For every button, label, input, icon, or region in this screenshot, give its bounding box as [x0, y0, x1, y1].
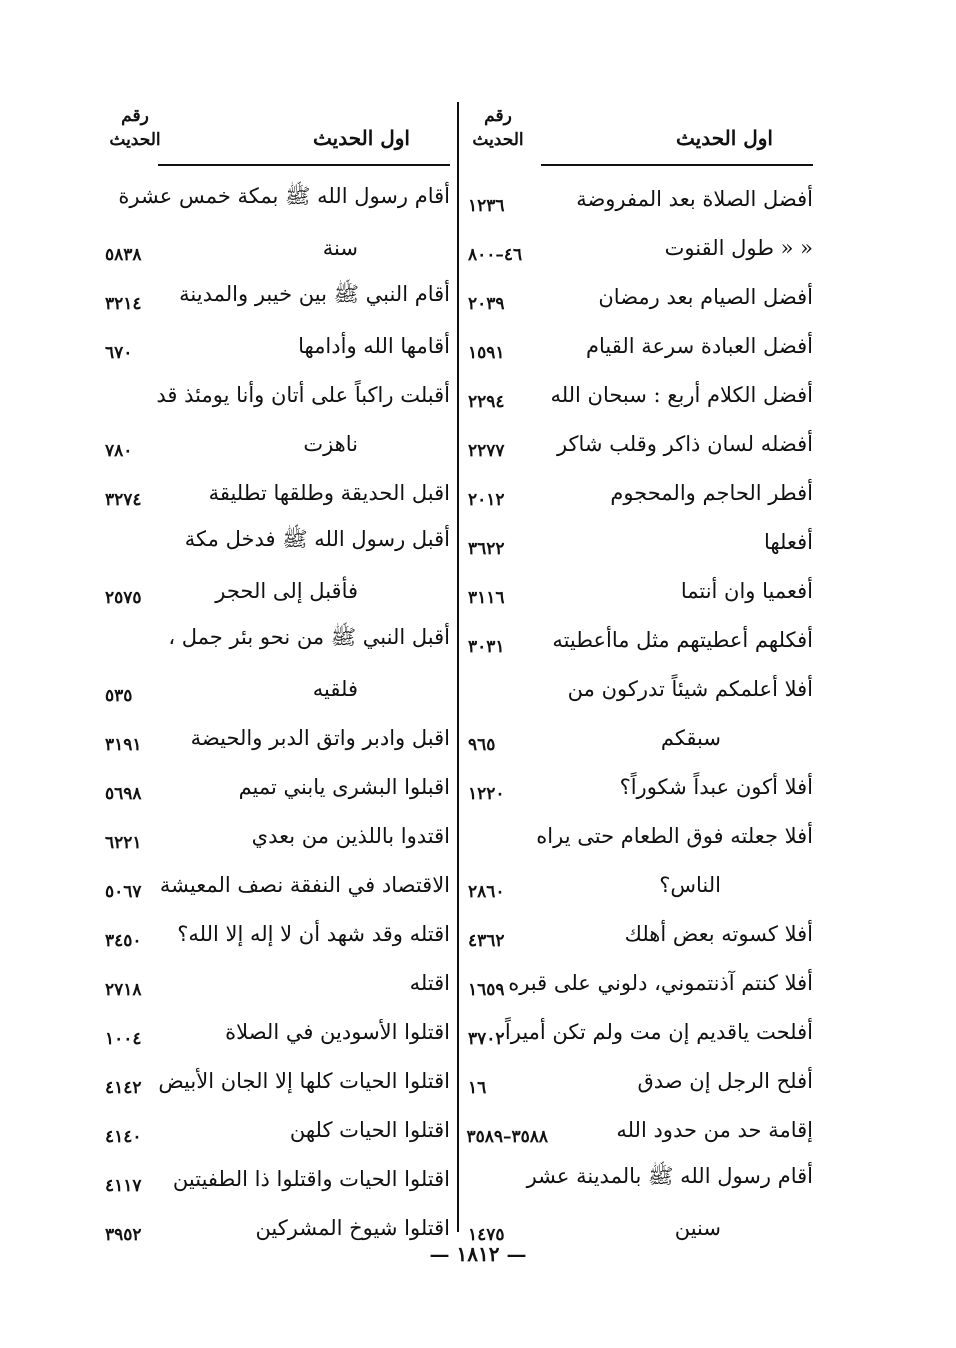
hadith-number: ٢٢٩٤	[468, 391, 505, 412]
hadith-opening-text: أفضل العبادة سرعة القيام	[585, 333, 813, 358]
hadith-entry	[468, 321, 813, 370]
hadith-entry	[105, 615, 450, 664]
hadith-entry	[468, 370, 813, 419]
hadith-opening-text: أفلا جعلته فوق الطعام حتى يراه	[536, 823, 813, 848]
hadith-number: ٤١٤٠	[105, 1126, 142, 1147]
hadith-entry	[105, 664, 450, 713]
hadith-entry	[468, 272, 813, 321]
hadith-number: ٣٢١٤	[105, 293, 142, 314]
hadith-number: ٣٩٥٢	[105, 1224, 142, 1245]
hadith-entry	[468, 1007, 813, 1056]
hadith-opening-text: فأقبل إلى الحجر	[215, 578, 358, 603]
hadith-entry	[105, 1105, 450, 1154]
hadith-opening-text: ناهزت	[303, 431, 358, 456]
header-number-label: رقم الحديث	[109, 106, 161, 150]
hadith-entry	[105, 370, 450, 419]
hadith-number	[468, 1172, 527, 1186]
hadith-entry	[468, 909, 813, 958]
hadith-number: ٥٣٥	[105, 685, 133, 706]
hadith-number	[468, 829, 536, 843]
hadith-number: ٢٢٧٧	[468, 440, 505, 461]
hadith-entry	[468, 811, 813, 860]
hadith-entry	[105, 713, 450, 762]
hadith-entry	[105, 1007, 450, 1056]
hadith-number: ٤٦–٨٠٠	[468, 244, 523, 265]
hadith-number: ١٠٠٤	[105, 1028, 142, 1049]
hadith-number: ٢٠١٢	[468, 489, 505, 510]
hadith-entry	[105, 1154, 450, 1203]
hadith-number: ٧٨٠	[105, 440, 133, 461]
hadith-number: ٢٨٦٠	[468, 881, 505, 902]
hadith-opening-text: أقبلت راكباً على أتان وأنا يومئذ قد	[156, 382, 450, 407]
hadith-opening-text: اقتلوا الحيات كلهن	[289, 1117, 450, 1142]
hadith-entry	[468, 1056, 813, 1105]
hadith-entry	[105, 419, 450, 468]
hadith-opening-text: أفعميا وان أنتما	[680, 578, 813, 603]
hadith-entry	[105, 174, 450, 223]
hadith-entry	[105, 762, 450, 811]
hadith-opening-text: أقام رسول الله ﷺ بالمدينة عشر	[526, 1164, 813, 1188]
hadith-number	[105, 192, 118, 206]
hadith-number: ٤٣٦٢	[468, 930, 505, 951]
hadith-opening-text: اقتله وقد شهد أن لا إله إلا الله؟	[177, 921, 450, 946]
hadith-entry	[105, 272, 450, 321]
hadith-entry	[468, 566, 813, 615]
header-rule	[158, 164, 450, 166]
hadith-entry	[105, 909, 450, 958]
hadith-number: ١٤٧٥	[468, 1224, 505, 1245]
hadith-entry	[468, 419, 813, 468]
hadith-entry	[105, 958, 450, 1007]
hadith-opening-text: أقبل رسول الله ﷺ فدخل مكة	[184, 527, 450, 551]
hadith-opening-text: اقبل الحديقة وطلقها تطليقة	[208, 480, 450, 505]
entry-list	[468, 174, 813, 1252]
header-title: اول الحديث	[313, 126, 410, 150]
hadith-number: ١٥٩١	[468, 342, 505, 363]
hadith-opening-text: أفطر الحاجم والمحجوم	[610, 480, 813, 505]
hadith-opening-text: أفضل الكلام أربع : سبحان الله	[550, 382, 813, 407]
hadith-opening-text: اقتله	[409, 970, 450, 995]
hadith-entry	[105, 811, 450, 860]
hadith-number: ٦٧٠	[105, 342, 133, 363]
hadith-entry	[468, 223, 813, 272]
hadith-opening-text: فلقيه	[312, 676, 358, 701]
hadith-opening-text: أفلا كسوته بعض أهلك	[624, 921, 813, 946]
hadith-opening-text: سنين	[674, 1215, 721, 1240]
hadith-opening-text: أقام النبي ﷺ بين خيبر والمدينة	[179, 282, 450, 306]
hadith-number: ٣١١٦	[468, 587, 505, 608]
hadith-number: ٥٨٣٨	[105, 244, 142, 265]
hadith-number	[105, 388, 156, 402]
hadith-entry	[468, 762, 813, 811]
hadith-opening-text: أقام رسول الله ﷺ بمكة خمس عشرة	[118, 184, 450, 208]
hadith-opening-text: أفلا أعلمكم شيئاً تدركون من	[567, 676, 813, 701]
hadith-entry	[468, 615, 813, 664]
hadith-opening-text: أفضل الصلاة بعد المفروضة	[576, 186, 813, 211]
hadith-number: ٣٠٣١	[468, 636, 505, 657]
page-number: — ١٨١٢ —	[429, 1242, 527, 1266]
hadith-opening-text: أفضله لسان ذاكر وقلب شاكر	[556, 431, 813, 456]
hadith-opening-text: أفضل الصيام بعد رمضان	[598, 284, 813, 309]
hadith-number: ٣٦٢٢	[468, 538, 505, 559]
hadith-entry	[105, 223, 450, 272]
hadith-opening-text: إقامة حد من حدود الله	[616, 1117, 813, 1142]
hadith-number: ٣٤٥٠	[105, 930, 142, 951]
hadith-entry	[468, 1154, 813, 1203]
hadith-opening-text: اقتلوا الحيات كلها إلا الجان الأبيض	[158, 1068, 450, 1093]
hadith-number: ٢٧١٨	[105, 979, 142, 1000]
hadith-opening-text: اقبل وادبر واتق الدبر والحيضة	[190, 725, 450, 750]
header-title: اول الحديث	[676, 126, 773, 150]
hadith-number: ٣١٩١	[105, 734, 142, 755]
hadith-number: ٦٢٢١	[105, 832, 142, 853]
hadith-opening-text: أفعلها	[763, 529, 813, 554]
hadith-opening-text: سنة	[322, 235, 358, 260]
hadith-entry	[105, 860, 450, 909]
left-column	[105, 100, 450, 1252]
hadith-entry	[105, 321, 450, 370]
hadith-number: ٤١٤٢	[105, 1077, 142, 1098]
hadith-entry	[468, 664, 813, 713]
hadith-opening-text: اقتلوا الحيات واقتلوا ذا الطفيتين	[172, 1166, 450, 1191]
column-header	[105, 100, 450, 172]
hadith-number: ٥٠٦٧	[105, 881, 142, 902]
hadith-entry	[468, 174, 813, 223]
hadith-number: ٥٦٩٨	[105, 783, 142, 804]
hadith-entry	[468, 1105, 813, 1154]
hadith-opening-text: « « طول القنوت	[664, 235, 813, 260]
hadith-number: ٣٥٨٨–٣٥٨٩	[466, 1126, 548, 1147]
column-header	[468, 100, 813, 172]
hadith-opening-text: أقامها الله وأدامها	[298, 333, 450, 358]
hadith-opening-text: اقتدوا باللذين من بعدي	[251, 823, 450, 848]
hadith-opening-text: اقتلوا الأسودين في الصلاة	[225, 1019, 450, 1044]
hadith-entry	[105, 468, 450, 517]
hadith-number: ١٢٢٠	[468, 783, 505, 804]
hadith-opening-text: أقبل النبي ﷺ من نحو بئر جمل ،	[168, 625, 450, 649]
hadith-number: ٢٠٣٩	[468, 293, 505, 314]
hadith-entry	[468, 517, 813, 566]
hadith-opening-text: أفلا كنتم آذنتموني، دلوني على قبره	[508, 970, 813, 995]
hadith-number: ١٢٣٦	[468, 195, 505, 216]
hadith-entry	[468, 860, 813, 909]
hadith-number: ١٦	[468, 1077, 487, 1098]
hadith-opening-text: أفكلهم أعطيتهم مثل ماأعطيته	[552, 627, 813, 652]
right-column	[468, 100, 813, 1252]
hadith-number	[105, 535, 175, 549]
hadith-entry	[105, 566, 450, 615]
hadith-opening-text: اقبلوا البشرى يابني تميم	[238, 774, 450, 799]
hadith-entry	[105, 517, 450, 566]
hadith-opening-text: الاقتصاد في النفقة نصف المعيشة	[159, 872, 450, 897]
column-divider	[457, 102, 459, 1232]
hadith-number: ٢٥٧٥	[105, 587, 142, 608]
hadith-number: ١٦٥٩	[468, 979, 505, 1000]
hadith-number: ٣٢٧٤	[105, 489, 142, 510]
hadith-opening-text: أفلا أكون عبداً شكوراً؟	[619, 774, 813, 799]
hadith-opening-text: أفلح الرجل إن صدق	[637, 1068, 813, 1093]
header-number-label: رقم الحديث	[472, 106, 524, 150]
hadith-number: ٣٧٠٢	[468, 1028, 505, 1049]
entry-list	[105, 174, 450, 1252]
hadith-opening-text: سبقكم	[660, 725, 721, 750]
hadith-opening-text: اقتلوا شيوخ المشركين	[255, 1215, 450, 1240]
hadith-opening-text: أفلحت ياقديم إن مت ولم تكن أميراً	[504, 1019, 813, 1044]
hadith-entry	[468, 713, 813, 762]
hadith-number	[468, 682, 548, 696]
hadith-number: ٤١١٧	[105, 1175, 142, 1196]
hadith-entry	[468, 958, 813, 1007]
hadith-number	[105, 633, 168, 647]
hadith-opening-text: الناس؟	[659, 872, 721, 897]
header-rule	[541, 164, 813, 166]
hadith-entry	[105, 1056, 450, 1105]
hadith-number: ٩٦٥	[468, 734, 496, 755]
hadith-entry	[468, 468, 813, 517]
